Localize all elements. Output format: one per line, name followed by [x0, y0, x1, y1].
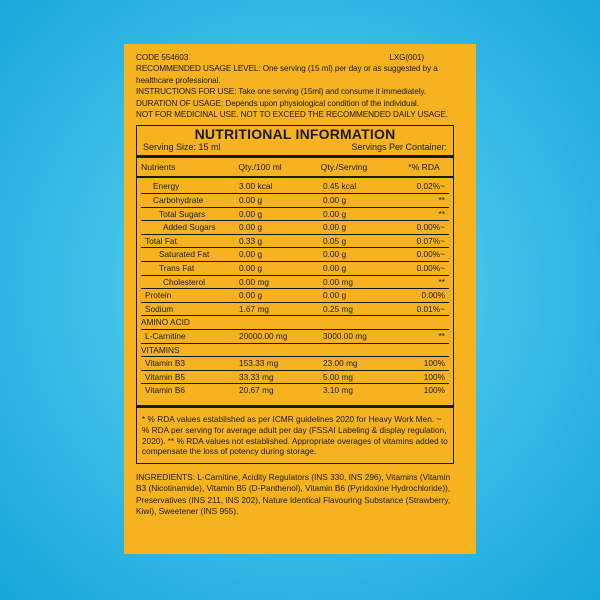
rda-value: 100% [423, 385, 445, 396]
label-header [136, 52, 464, 120]
servings-per-container: Servings Per Container: [351, 142, 447, 153]
rda-value: 100% [423, 358, 445, 369]
qty-per-100ml: 33.33 mg [239, 371, 274, 382]
serving-info [137, 142, 453, 158]
table-row [141, 289, 449, 303]
nutrition-panel [136, 125, 454, 464]
qty-per-100ml: 0.00 g [239, 208, 263, 219]
instructions: INSTRUCTIONS FOR USE: Take one serving (15ml) and consume it immediately. [136, 87, 426, 97]
col-per100: Qty./100 ml [238, 162, 282, 173]
qty-per-serving: 0.00 g [323, 195, 347, 206]
table-row [141, 276, 449, 290]
rda-value: 100% [423, 371, 445, 382]
qty-per-serving: 0.00 g [323, 208, 347, 219]
nutrient-name: Total Fat [145, 235, 177, 246]
nutrient-name: Sodium [145, 303, 174, 314]
qty-per-serving: 0.25 mg [323, 303, 353, 314]
rda-value: ** [438, 276, 445, 287]
usage-level: RECOMMENDED USAGE LEVEL: One serving (15 ml) per day or as suggested by a healthcare professional. [136, 64, 438, 85]
nutrient-name: Total Sugars [159, 208, 206, 219]
qty-per-serving: 0.00 g [323, 290, 347, 301]
nutrient-name: Energy [153, 181, 180, 192]
table-row [141, 384, 449, 397]
batch-code: LXG(001) [389, 53, 424, 62]
qty-per-serving: 3.10 mg [323, 385, 353, 396]
panel-title: NUTRITIONAL INFORMATION [194, 126, 396, 143]
qty-per-100ml: 0.00 g [239, 195, 263, 206]
nutrient-name: Protein [145, 290, 172, 301]
rda-value: 0.00%~ [416, 249, 445, 260]
qty-per-100ml: 0.00 g [239, 263, 263, 273]
nutrient-name: L-Carnitine [145, 330, 186, 341]
rda-value: 0.00%~ [416, 222, 445, 233]
table-row [141, 180, 449, 194]
qty-per-100ml: 153.33 mg [239, 358, 279, 369]
qty-per-serving: 0.00 g [323, 263, 347, 273]
table-row [141, 248, 449, 262]
qty-per-serving: 23.00 mg [323, 358, 358, 369]
qty-per-100ml: 20.67 mg [239, 385, 274, 396]
nutrient-name: Added Sugars [163, 222, 216, 233]
rda-value: 0.07%~ [416, 235, 445, 246]
section-label: AMINO ACID [141, 317, 190, 328]
nutrient-name: Saturated Fat [159, 249, 210, 260]
product-label [124, 44, 476, 554]
qty-per-100ml: 0.00 g [239, 290, 263, 301]
footnote: * % RDA values established as per ICMR guidelines 2020 for Heavy Work Men. ~ % RDA per serving for average adult per day (FSSAI Labeling & display regulation, 2020). ** % RDA values not established. Appropriate overages of vitamins added to compensate the loss of potency during storage. [142, 413, 448, 457]
ingredients: INGREDIENTS: L-Carnitine, Acidity Regulators (INS 330, INS 296), Vitamins (Vitamin B3 (Nicotinamide), Vitamin B5 (D-Panthenol), Vitamin B6 (Pyridoxine Hydrochloride)), Preservatives (INS 211, INS 202), Nature Identical Flavouring Substance (Strawberry, Kiwi), Sweetener (INS 955). [136, 472, 451, 516]
rda-value: ** [438, 330, 445, 341]
qty-per-serving: 3000.00 mg [323, 330, 367, 341]
qty-per-serving: 0.45 kcal [323, 181, 357, 192]
nutrient-name: Trans Fat [159, 263, 195, 273]
qty-per-serving: 0.00 g [323, 222, 347, 233]
col-nutrients: Nutrients [141, 162, 176, 173]
qty-per-serving: 0.00 mg [323, 276, 353, 287]
qty-per-100ml: 20000.00 mg [239, 330, 288, 341]
nutrient-name: Carbohydrate [153, 195, 204, 206]
qty-per-100ml: 1.67 mg [239, 303, 269, 314]
table-row [141, 371, 449, 385]
warning: NOT FOR MEDICINAL USE. NOT TO EXCEED THE RECOMMENDED DAILY USAGE. [136, 110, 448, 120]
nutrient-name: Vitamin B5 [145, 371, 185, 382]
table-row [141, 235, 449, 249]
nutrient-name: Cholesterol [163, 276, 205, 287]
qty-per-serving: 0.00 g [323, 249, 347, 260]
rda-value: 0.00% [421, 290, 445, 301]
table-row [141, 303, 449, 317]
col-rda: *% RDA [408, 162, 440, 173]
product-code: CODE 554603 [136, 53, 189, 62]
serving-size: Serving Size: 15 ml [143, 142, 221, 153]
duration: DURATION OF USAGE: Depends upon physiological condition of the individual. [136, 98, 419, 108]
qty-per-100ml: 0.00 g [239, 222, 263, 233]
rda-value: ** [438, 208, 445, 219]
col-per-serving: Qty./Serving [320, 162, 368, 173]
table-row [141, 330, 449, 344]
rda-value: 0.02%~ [416, 181, 445, 192]
column-headers [137, 158, 453, 178]
table-row [141, 194, 449, 208]
nutrient-rows [137, 178, 453, 397]
rda-value: ** [438, 195, 445, 206]
table-section-header [141, 316, 449, 330]
qty-per-serving: 5.00 mg [323, 371, 353, 382]
nutrient-name: Vitamin B6 [145, 385, 185, 396]
table-row [141, 221, 449, 235]
qty-per-100ml: 0.00 g [239, 249, 263, 260]
section-label: VITAMINS [141, 344, 180, 355]
qty-per-100ml: 0.33 g [239, 235, 263, 246]
rda-value: 0.01%~ [416, 303, 445, 314]
qty-per-100ml: 3.00 kcal [239, 181, 273, 192]
table-row [141, 357, 449, 371]
table-row [141, 262, 449, 276]
table-row [141, 208, 449, 222]
nutrient-name: Vitamin B3 [145, 358, 185, 369]
table-section-header [141, 344, 449, 358]
qty-per-100ml: 0.00 mg [239, 276, 269, 287]
rda-value: 0.00%~ [416, 263, 445, 273]
qty-per-serving: 0.05 g [323, 235, 347, 246]
